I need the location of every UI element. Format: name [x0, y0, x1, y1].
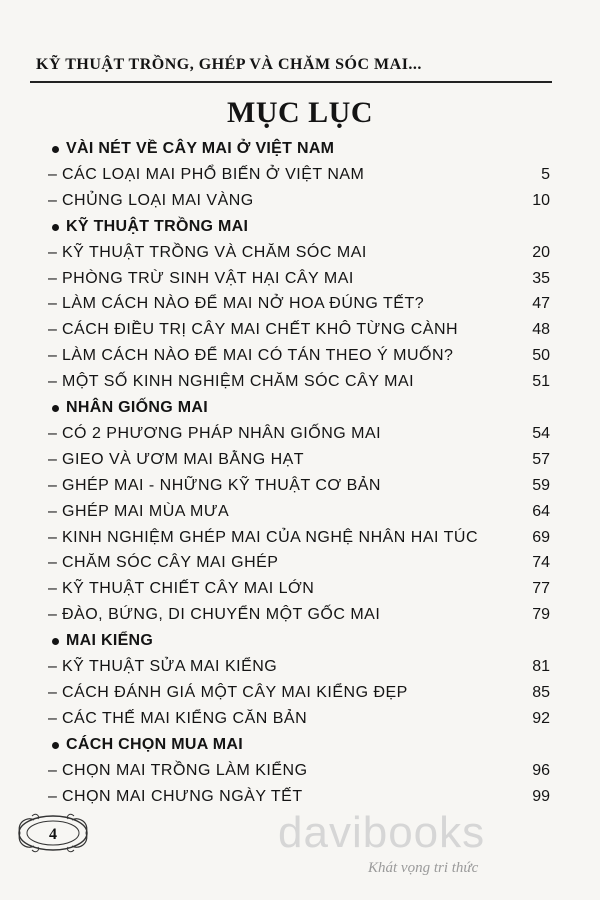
toc-entry-page: 47	[532, 295, 550, 313]
toc-section-title: KỸ THUẬT TRỒNG MAI	[66, 217, 249, 235]
toc-entry	[0, 162, 600, 188]
bullet-icon	[52, 742, 59, 749]
toc-section-title: VÀI NÉT VỀ CÂY MAI Ở VIỆT NAM	[66, 140, 335, 157]
toc-entry	[0, 266, 600, 292]
entry-dash: –	[48, 424, 57, 442]
entry-dash: –	[48, 476, 57, 494]
toc-entry-page: 57	[532, 450, 550, 468]
toc-entry-page: 5	[541, 165, 550, 183]
toc-entry-page: 77	[532, 580, 550, 598]
toc-entry-title: GIEO VÀ ƯƠM MAI BẰNG HẠT	[62, 450, 305, 468]
toc-entry	[0, 240, 600, 266]
page-number: 4	[49, 826, 57, 843]
toc-entry	[0, 473, 600, 499]
toc-entry-page: 64	[532, 502, 550, 520]
toc-entry	[0, 369, 600, 395]
toc-section-title: NHÂN GIỐNG MAI	[66, 399, 208, 416]
entry-dash: –	[48, 761, 57, 779]
entry-dash: –	[48, 269, 57, 287]
toc-section-heading	[0, 628, 600, 654]
toc-entry	[0, 291, 600, 317]
toc-entry-title: KỸ THUẬT SỬA MAI KIỂNG	[62, 658, 278, 675]
bullet-icon	[52, 405, 59, 412]
toc-entry	[0, 784, 600, 810]
toc-section-heading	[0, 395, 600, 421]
toc-entry-title: KINH NGHIỆM GHÉP MAI CỦA NGHỆ NHÂN HAI TÚC	[62, 528, 479, 546]
entry-dash: –	[48, 243, 57, 261]
toc-section-title: CÁCH CHỌN MUA MAI	[66, 735, 243, 753]
entry-dash: –	[48, 502, 57, 520]
watermark-logo: davibooks	[278, 808, 486, 857]
toc-entry-title: CHỌN MAI TRỒNG LÀM KIỂNG	[62, 761, 308, 779]
toc-entry-page: 85	[532, 683, 550, 701]
toc-entry-title: MỘT SỐ KINH NGHIỆM CHĂM SÓC CÂY MAI	[62, 373, 415, 391]
entry-dash: –	[48, 709, 57, 727]
toc-entry	[0, 758, 600, 784]
toc-entry	[0, 317, 600, 343]
toc-entry	[0, 499, 600, 525]
toc-entry-title: CÁCH ĐÁNH GIÁ MỘT CÂY MAI KIỂNG ĐẸP	[62, 683, 408, 701]
toc-entry-title: LÀM CÁCH NÀO ĐỂ MAI NỞ HOA ĐÚNG TẾT?	[62, 295, 425, 313]
entry-dash: –	[48, 580, 57, 598]
toc-entry-title: ĐÀO, BỨNG, DI CHUYỂN MỘT GỐC MAI	[62, 606, 381, 624]
entry-dash: –	[48, 658, 57, 675]
toc-entry-title: KỸ THUẬT CHIẾT CÂY MAI LỚN	[62, 580, 315, 598]
toc-entry-page: 96	[532, 761, 550, 779]
toc-section-title: MAI KIỂNG	[66, 632, 154, 650]
toc-entry-page: 69	[532, 528, 550, 546]
toc-section-heading	[0, 136, 600, 162]
toc-entry-page: 20	[532, 243, 550, 261]
toc-entry-page: 99	[532, 787, 550, 805]
watermark-tagline: Khát vọng tri thức	[368, 860, 479, 876]
toc-entry-title: CÁC LOẠI MAI PHỔ BIẾN Ở VIỆT NAM	[62, 165, 365, 183]
toc-entry	[0, 447, 600, 473]
toc-title: MỤC LỤC	[227, 96, 373, 129]
toc-entry-page: 59	[532, 476, 550, 494]
toc-entry-title: CÁCH ĐIỀU TRỊ CÂY MAI CHẾT KHÔ TỪNG CÀNH	[62, 321, 459, 339]
toc-entry-title: CÓ 2 PHƯƠNG PHÁP NHÂN GIỐNG MAI	[62, 424, 382, 442]
toc-section-heading	[0, 214, 600, 240]
running-head: KỸ THUẬT TRỒNG, GHÉP VÀ CHĂM SÓC MAI...	[36, 56, 422, 73]
entry-dash: –	[48, 321, 57, 339]
entry-dash: –	[48, 191, 57, 209]
toc-entry-page: 79	[532, 606, 550, 624]
bullet-icon	[52, 146, 59, 153]
toc-entry-title: LÀM CÁCH NÀO ĐỂ MAI CÓ TÁN THEO Ý MUỐN?	[62, 347, 454, 365]
toc-entry-page: 50	[532, 347, 550, 365]
entry-dash: –	[48, 606, 57, 624]
entry-dash: –	[48, 683, 57, 701]
toc-entry-page: 51	[532, 373, 550, 391]
toc-entry-title: CHỌN MAI CHƯNG NGÀY TẾT	[62, 787, 303, 805]
toc-entry	[0, 680, 600, 706]
toc-entry	[0, 525, 600, 551]
toc-entry	[0, 421, 600, 447]
entry-dash: –	[48, 450, 57, 468]
toc-entry-title: GHÉP MAI - NHỮNG KỸ THUẬT CƠ BẢN	[62, 476, 381, 494]
toc-section-heading	[0, 732, 600, 758]
toc-entry-page: 81	[532, 658, 550, 675]
page-number-ornament	[14, 810, 92, 856]
toc-entry-page: 92	[532, 709, 550, 727]
entry-dash: –	[48, 554, 57, 572]
toc-entry-title: KỸ THUẬT TRỒNG VÀ CHĂM SÓC MAI	[62, 243, 367, 261]
toc-entry	[0, 602, 600, 628]
toc-entry-page: 10	[532, 191, 550, 209]
toc-entry-page: 35	[532, 269, 550, 287]
entry-dash: –	[48, 373, 57, 391]
toc-entry-title: CHĂM SÓC CÂY MAI GHÉP	[62, 554, 279, 572]
toc-entry-page: 48	[532, 321, 550, 339]
toc-entry	[0, 576, 600, 602]
bullet-icon	[52, 224, 59, 231]
toc-entry-title: PHÒNG TRỪ SINH VẬT HẠI CÂY MAI	[62, 269, 354, 287]
toc-entry-title: GHÉP MAI MÙA MƯA	[62, 502, 230, 520]
toc-entry-title: CÁC THẾ MAI KIỂNG CĂN BẢN	[62, 709, 308, 727]
entry-dash: –	[48, 347, 57, 365]
bullet-icon	[52, 638, 59, 645]
toc-entry-title: CHỦNG LOẠI MAI VÀNG	[62, 191, 254, 209]
toc-entry	[0, 188, 600, 214]
entry-dash: –	[48, 295, 57, 313]
toc-entry	[0, 706, 600, 732]
toc-entry	[0, 550, 600, 576]
entry-dash: –	[48, 528, 57, 546]
entry-dash: –	[48, 165, 57, 183]
toc-entry-page: 54	[532, 424, 550, 442]
toc-entry-page: 74	[532, 554, 550, 572]
entry-dash: –	[48, 787, 57, 805]
toc-entry	[0, 654, 600, 680]
toc-entry	[0, 343, 600, 369]
